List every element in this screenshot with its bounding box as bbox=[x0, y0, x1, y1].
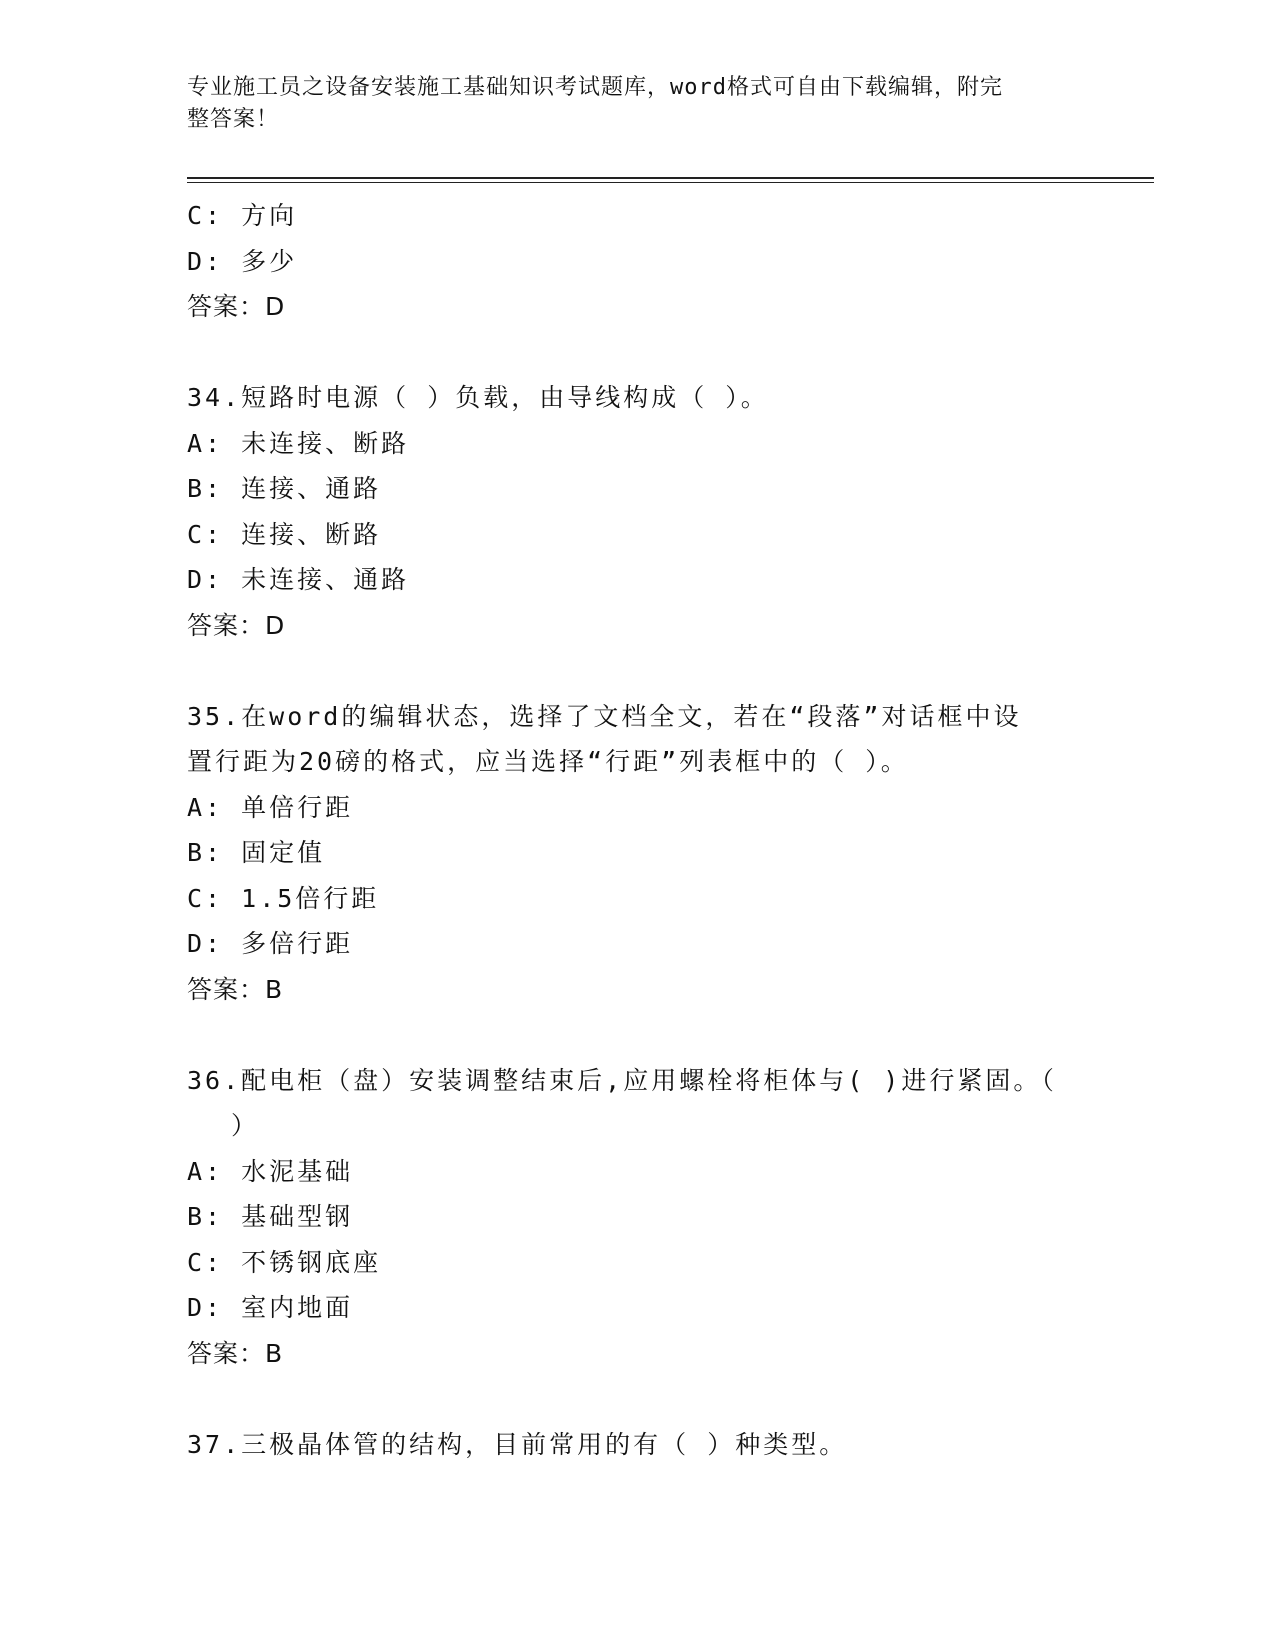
option-c: C: 连接、断路 bbox=[187, 519, 382, 549]
option-b: B: 固定值 bbox=[187, 838, 326, 867]
question-stem-line-2: 置行距为20磅的格式，应当选择“行距”列表框中的（ ）。 bbox=[187, 747, 909, 776]
option-c: C: 不锈钢底座 bbox=[187, 1247, 382, 1277]
header-title-line-1: 专业施工员之设备安装施工基础知识考试题库，word格式可自由下载编辑，附完 bbox=[187, 75, 1003, 100]
answer-line: 答案：B bbox=[187, 974, 284, 1004]
option-c: C: 1.5倍行距 bbox=[187, 883, 380, 913]
answer-line: 答案：D bbox=[187, 610, 286, 640]
question-stem-line-2: ） bbox=[231, 1111, 260, 1140]
question-36 bbox=[187, 1058, 1067, 1377]
option-b: B: 基础型钢 bbox=[187, 1202, 354, 1231]
question-37 bbox=[187, 1422, 1067, 1468]
question-stem: 37.三极晶体管的结构，目前常用的有（ ）种类型。 bbox=[187, 1429, 848, 1459]
option-d: D: 多倍行距 bbox=[187, 929, 354, 958]
document-header bbox=[187, 72, 1067, 136]
question-35 bbox=[187, 694, 1067, 1013]
spacer bbox=[187, 330, 1067, 376]
option-b: B: 连接、通路 bbox=[187, 474, 382, 503]
option-a: A: 单倍行距 bbox=[187, 792, 354, 822]
spacer bbox=[187, 1376, 1067, 1422]
header-divider-thin bbox=[187, 182, 1154, 183]
header-divider-thick bbox=[187, 177, 1154, 179]
option-a: A: 未连接、断路 bbox=[187, 428, 410, 458]
question-stem: 34.短路时电源（ ）负载，由导线构成（ ）。 bbox=[187, 383, 769, 412]
question-stem-line-1: 35.在word的编辑状态，选择了文档全文，若在“段落”对话框中设 bbox=[187, 701, 1022, 731]
spacer bbox=[187, 1012, 1067, 1058]
answer-line: 答案：B bbox=[187, 1338, 284, 1368]
spacer bbox=[187, 648, 1067, 694]
question-33-tail bbox=[187, 193, 1067, 330]
option-c: C: 方向 bbox=[187, 201, 298, 230]
answer-line: 答案：D bbox=[187, 292, 286, 321]
header-title-line-2: 整答案！ bbox=[187, 107, 280, 132]
option-d: D: 室内地面 bbox=[187, 1293, 354, 1322]
document-body bbox=[187, 193, 1067, 1467]
question-34 bbox=[187, 375, 1067, 648]
question-stem-line-1: 36.配电柜（盘）安装调整结束后,应用螺栓将柜体与( )进行紧固。（ bbox=[187, 1065, 1057, 1095]
option-d: D: 多少 bbox=[187, 246, 298, 276]
option-a: A: 水泥基础 bbox=[187, 1156, 354, 1186]
option-d: D: 未连接、通路 bbox=[187, 565, 410, 594]
